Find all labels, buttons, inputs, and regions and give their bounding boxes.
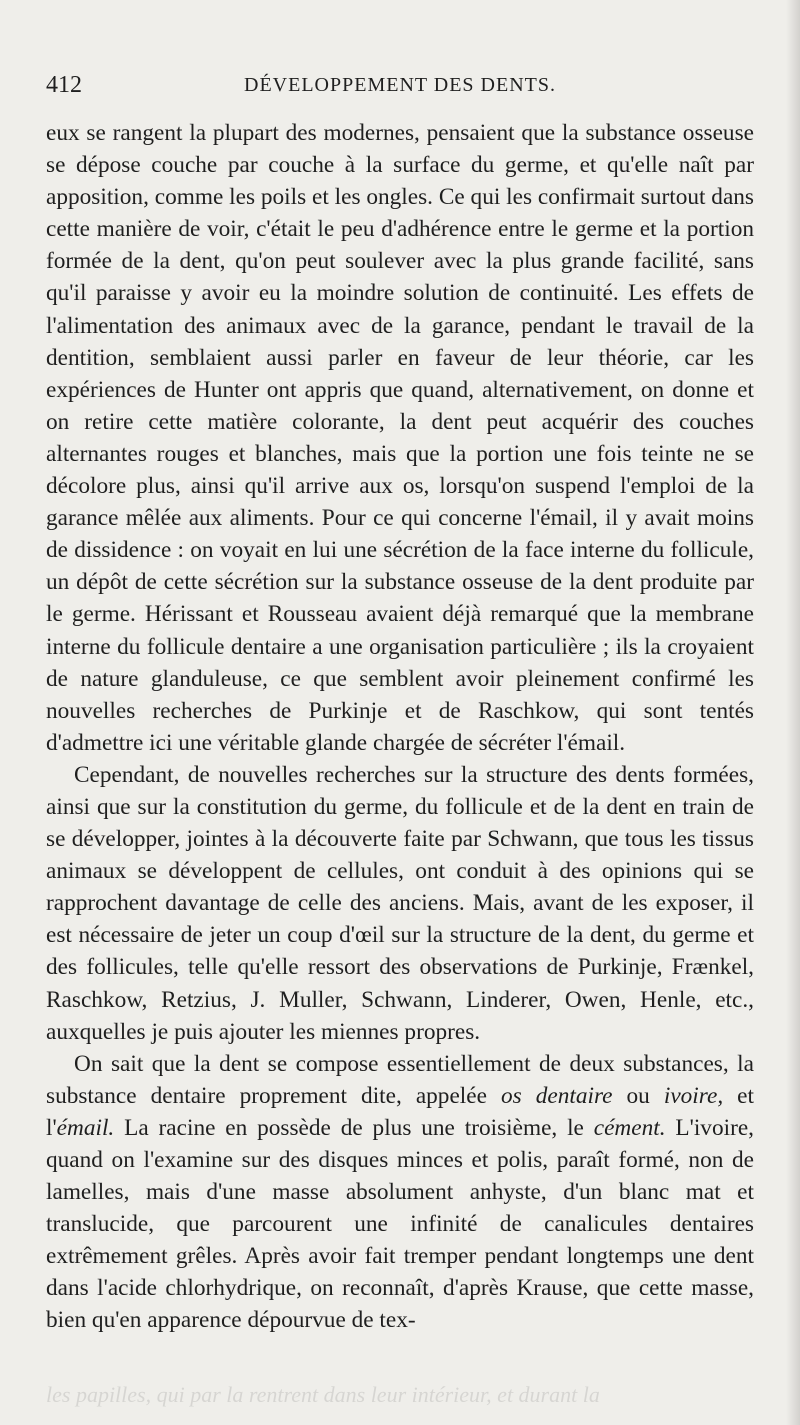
page-number: 412 [46,72,82,98]
page-edge-shadow [786,0,800,1425]
body-text [46,117,754,1337]
paragraph [46,117,754,759]
paragraph [46,1048,754,1337]
bleed-through-text: les papilles, qui par la rentrent dans leur intérieur, et durant la [46,1382,600,1407]
text-run: ou [612,1082,664,1109]
text-run: eux se rangent la plupart des modernes, pensaient que la substance osseuse se dépose couche par couche à la surface du germe, et qu'elle naît par apposition, comme les poils et les ongles. Ce qui les confirmait surtout dans cette manière de voir, c'était le peu d'adhérence entre le germe et la portion formée de la dent, qu'on peut soulever avec la plus grande facilité, sans qu'il paraisse y avoir eu la moindre solution de continuité. Les effets de l'alimentation des animaux avec de la garance, pendant le travail de la dentition, semblaient aussi parler en faveur de leur théorie, car les expériences de Hunter ont appris que quand, alternativement, on donne et on retire cette matière colorante, la dent peut acquérir des couches alternantes rouges et blanches, mais que la portion une fois teinte ne se décolore plus, ainsi qu'il arrive aux os, lorsqu'on suspend l'emploi de la garance mêlée aux aliments. Pour ce qui concerne l'émail, il y avait moins de dissidence : on voyait en lui une sécrétion de la face interne du follicule, un dépôt de cette sécrétion sur la substance osseuse de la dent produite par le germe. Hérissant et Rousseau avaient déjà remarqué que la membrane interne du follicule dentaire a une organisation particulière ; ils la croyaient de nature glanduleuse, ce que semblent avoir pleinement confirmé les nouvelles recherches de Purkinje et de Raschkow, qui sont tentés d'admettre ici une véritable glande chargée de sécréter l'émail. [46,120,754,756]
italic-term: cément. [593,1114,666,1141]
page-header [46,72,754,106]
text-run: La racine en possède de plus une troisième, le [114,1114,594,1141]
running-title: DÉVELOPPEMENT DES DENTS. [244,74,556,96]
italic-term: ivoire, [663,1082,724,1109]
text-run: Cependant, de nouvelles recherches sur la structure des dents formées, ainsi que sur la constitution du germe, du follicule et de la dent en train de se développer, jointes à la découverte faite par Schwann, que tous les tissus animaux se développent de cellules, ont conduit à des opinions qui se rapprochent davantage de celle des anciens. Mais, avant de les exposer, il est nécessaire de jeter un coup d'œil sur la structure de la dent, du germe et des follicules, telle qu'elle ressort des observations de Purkinje, Frænkel, Raschkow, Retzius, J. Muller, Schwann, Linderer, Owen, Henle, etc., auxquelles je puis ajouter les miennes propres. [46,761,754,1045]
text-run: L'ivoire, quand on l'examine sur des disques minces et polis, paraît formé, non de lamelles, mais d'une masse absolument anhyste, d'un blanc mat et translucide, que parcourent une infinité de canalicules dentaires extrêmement grêles. Après avoir fait tremper pendant longtemps une dent dans l'acide chlorhydrique, on reconnaît, d'après Krause, que cette masse, bien qu'en apparence dépourvue de tex- [46,1114,754,1334]
italic-term: os dentaire [500,1082,613,1109]
text-run: et l' [46,1082,754,1141]
italic-term: émail. [56,1114,115,1141]
paragraph [46,759,754,1048]
text-run: On sait que la dent se compose essentiellement de deux substances, la substance dentaire proprement dite, appelée [46,1050,754,1109]
